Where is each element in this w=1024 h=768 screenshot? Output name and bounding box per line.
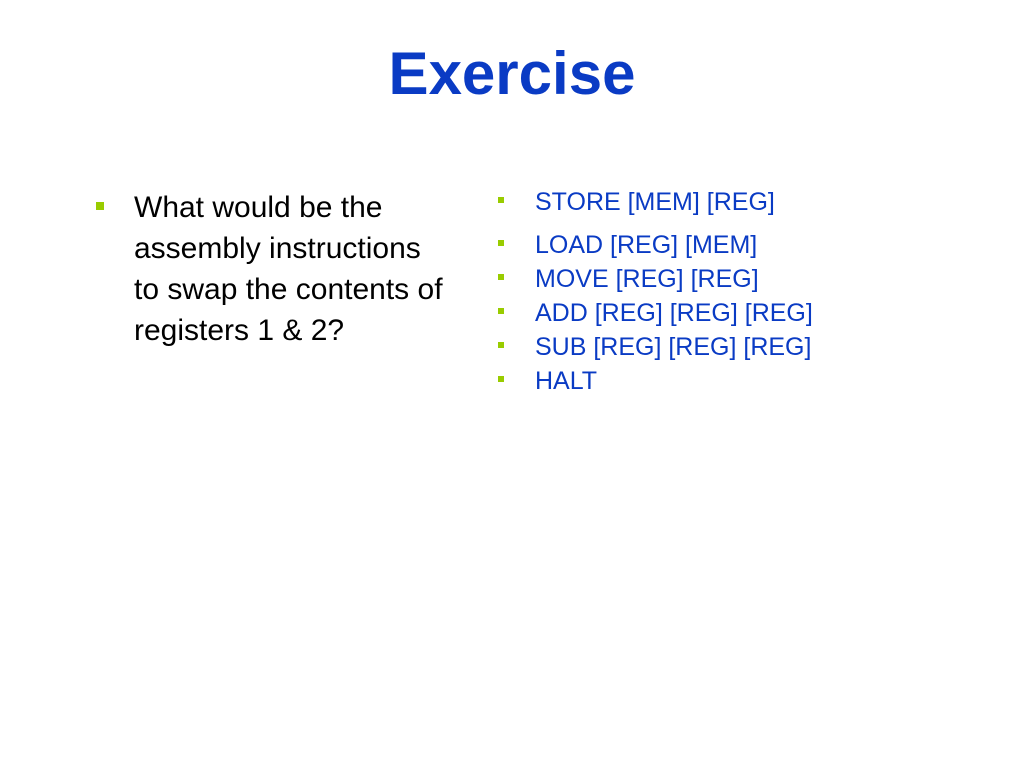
square-bullet-icon bbox=[498, 308, 504, 314]
instruction-list bbox=[498, 187, 918, 400]
instruction-item bbox=[498, 230, 918, 264]
instruction-text: HALT bbox=[535, 367, 598, 395]
instruction-item bbox=[498, 187, 918, 230]
square-bullet-icon bbox=[96, 202, 104, 210]
question-text: What would be the assembly instructions to swap the contents of registers 1 & 2? bbox=[134, 191, 443, 347]
square-bullet-icon bbox=[498, 342, 504, 348]
slide-title: Exercise bbox=[388, 40, 636, 107]
instruction-text: STORE [MEM] [REG] bbox=[535, 188, 775, 216]
instruction-item bbox=[498, 366, 918, 400]
instruction-item bbox=[498, 264, 918, 298]
instruction-text: LOAD [REG] [MEM] bbox=[535, 231, 758, 259]
square-bullet-icon bbox=[498, 274, 504, 280]
instruction-text: SUB [REG] [REG] [REG] bbox=[535, 333, 812, 361]
instruction-text: MOVE [REG] [REG] bbox=[535, 265, 759, 293]
instruction-item bbox=[498, 332, 918, 366]
square-bullet-icon bbox=[498, 240, 504, 246]
instruction-item bbox=[498, 298, 918, 332]
question-column bbox=[96, 187, 456, 351]
question-bullet-item bbox=[96, 187, 456, 351]
instruction-text: ADD [REG] [REG] [REG] bbox=[535, 299, 813, 327]
square-bullet-icon bbox=[498, 376, 504, 382]
square-bullet-icon bbox=[498, 197, 504, 203]
